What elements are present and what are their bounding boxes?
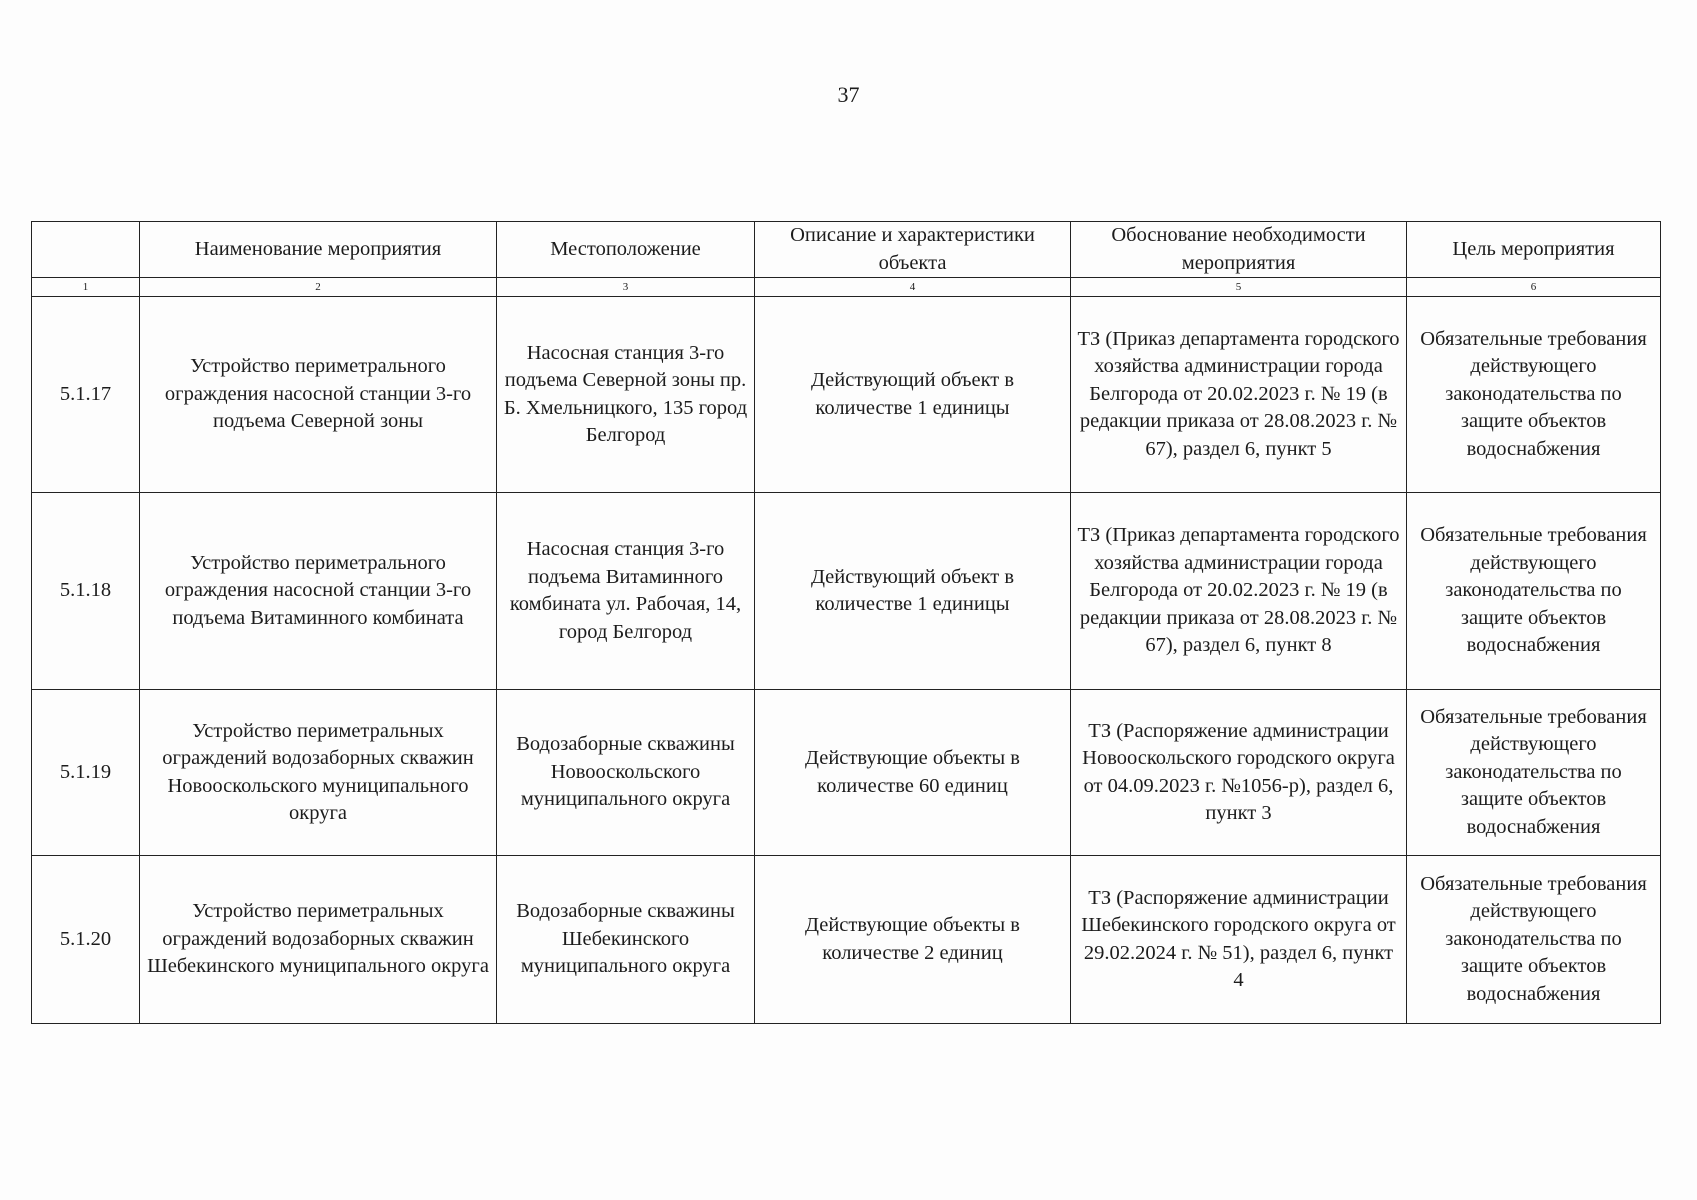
table-row xyxy=(32,493,1661,690)
row-description: Действующие объекты в количестве 2 единиц xyxy=(755,856,1071,1024)
row-location: Насосная станция 3-го подъема Витаминного комбината ул. Рабочая, 14, город Белгород xyxy=(497,493,755,690)
table-row xyxy=(32,690,1661,856)
header-cell-justification: Обоснование необходимости мероприятия xyxy=(1071,222,1407,278)
row-goal: Обязательные требования действующего законодательства по защите объектов водоснабжения xyxy=(1407,297,1661,493)
row-location: Насосная станция 3-го подъема Северной зоны пр. Б. Хмельницкого, 135 город Белгород xyxy=(497,297,755,493)
header-row xyxy=(32,222,1661,278)
row-description: Действующие объекты в количестве 60 единиц xyxy=(755,690,1071,856)
page-number: 37 xyxy=(837,82,860,107)
column-number: 6 xyxy=(1407,278,1661,297)
header-cell-name: Наименование мероприятия xyxy=(140,222,497,278)
row-justification: ТЗ (Приказ департамента городского хозяйства администрации города Белгорода от 20.02.2023 г. № 19 (в редакции приказа от 28.08.2023 г. № 67), раздел 6, пункт 8 xyxy=(1071,493,1407,690)
measures-table xyxy=(31,221,1661,1024)
row-justification: ТЗ (Распоряжение администрации Шебекинского городского округа от 29.02.2024 г. № 51), раздел 6, пункт 4 xyxy=(1071,856,1407,1024)
header-cell-goal: Цель мероприятия xyxy=(1407,222,1661,278)
row-justification: ТЗ (Распоряжение администрации Новооскольского городского округа от 04.09.2023 г. №1056-р), раздел 6, пункт 3 xyxy=(1071,690,1407,856)
column-number: 1 xyxy=(32,278,140,297)
row-name: Устройство периметральных ограждений водозаборных скважин Новооскольского муниципального округа xyxy=(140,690,497,856)
row-location: Водозаборные скважины Новооскольского муниципального округа xyxy=(497,690,755,856)
row-code: 5.1.17 xyxy=(32,297,140,493)
column-number: 3 xyxy=(497,278,755,297)
row-goal: Обязательные требования действующего законодательства по защите объектов водоснабжения xyxy=(1407,856,1661,1024)
header-cell-location: Местоположение xyxy=(497,222,755,278)
row-code: 5.1.20 xyxy=(32,856,140,1024)
header-cell-description: Описание и характеристики объекта xyxy=(755,222,1071,278)
row-goal: Обязательные требования действующего законодательства по защите объектов водоснабжения xyxy=(1407,690,1661,856)
row-code: 5.1.19 xyxy=(32,690,140,856)
column-number-row xyxy=(32,278,1661,297)
row-name: Устройство периметральных ограждений водозаборных скважин Шебекинского муниципального округа xyxy=(140,856,497,1024)
row-description: Действующий объект в количестве 1 единицы xyxy=(755,493,1071,690)
header-cell-code xyxy=(32,222,140,278)
table-row xyxy=(32,297,1661,493)
column-number: 2 xyxy=(140,278,497,297)
row-name: Устройство периметрального ограждения насосной станции 3-го подъема Витаминного комбината xyxy=(140,493,497,690)
row-justification: ТЗ (Приказ департамента городского хозяйства администрации города Белгорода от 20.02.2023 г. № 19 (в редакции приказа от 28.08.2023 г. № 67), раздел 6, пункт 5 xyxy=(1071,297,1407,493)
row-description: Действующий объект в количестве 1 единицы xyxy=(755,297,1071,493)
row-goal: Обязательные требования действующего законодательства по защите объектов водоснабжения xyxy=(1407,493,1661,690)
column-number: 5 xyxy=(1071,278,1407,297)
row-code: 5.1.18 xyxy=(32,493,140,690)
column-number: 4 xyxy=(755,278,1071,297)
row-location: Водозаборные скважины Шебекинского муниципального округа xyxy=(497,856,755,1024)
row-name: Устройство периметрального ограждения насосной станции 3-го подъема Северной зоны xyxy=(140,297,497,493)
table-row xyxy=(32,856,1661,1024)
